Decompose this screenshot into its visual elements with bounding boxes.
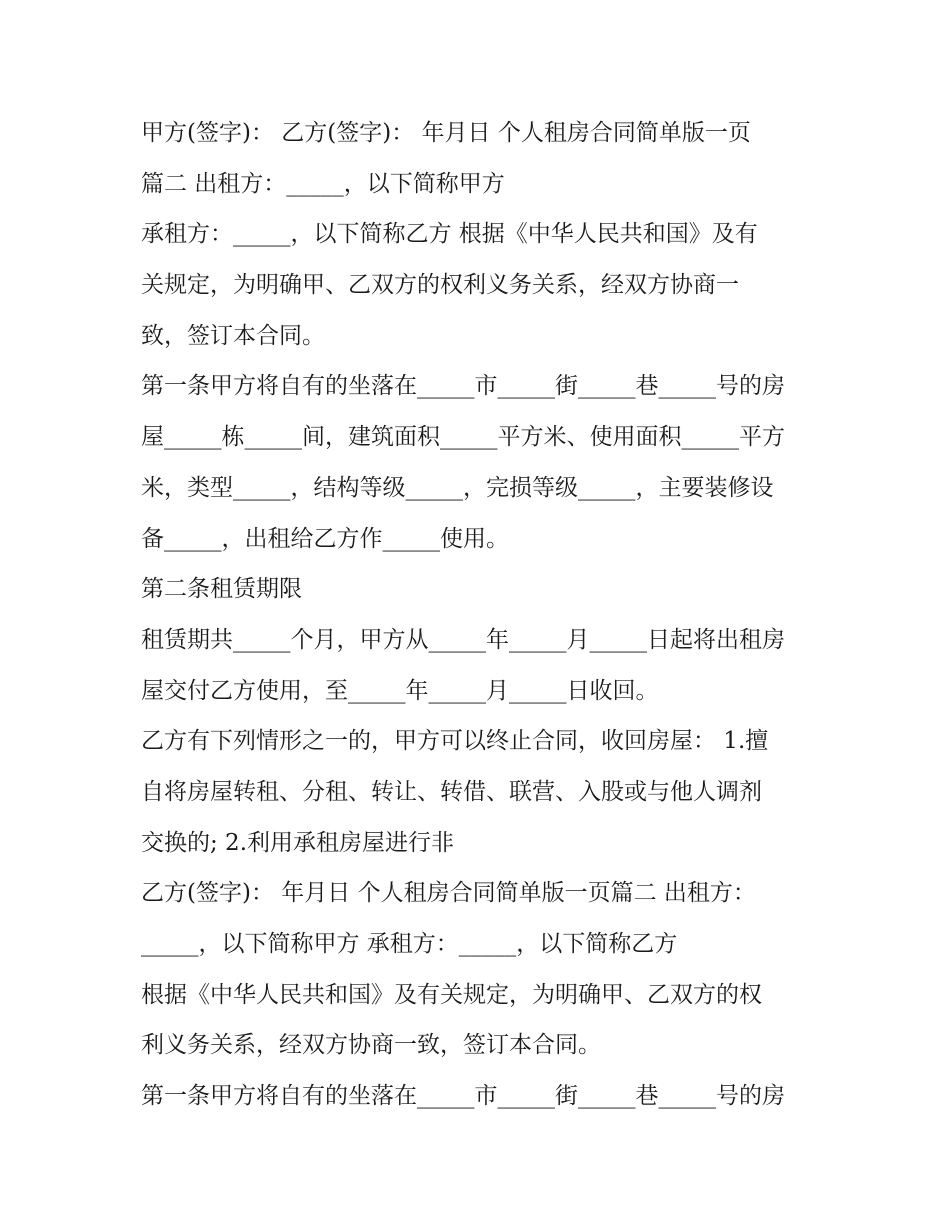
text-line: 第一条甲方将自有的坐落在_____市_____街_____巷_____号的房 [141,1083,785,1110]
text-line: 关规定，为明确甲、乙双方的权利义务关系，经双方协商一 [141,272,739,299]
text-line: 第二条租赁期限 [141,576,302,603]
text-line: 利义务关系，经双方协商一致，签订本合同。 [141,1032,601,1059]
text-line: 屋交付乙方使用，至_____年_____月_____日收回。 [141,677,659,704]
text-line: 乙方有下列情形之一的，甲方可以终止合同，收回房屋： 1.擅 [141,728,769,755]
text-line: 自将房屋转租、分租、转让、转借、联营、入股或与他人调剂 [141,778,762,805]
text-line: 屋_____栋_____间，建筑面积_____平方米、使用面积_____平方 [141,424,785,451]
contract-text [141,108,821,1122]
text-line: 篇二 出租方：_____，以下简称甲方 [141,170,505,197]
text-line: 乙方(签字)： 年月日 个人租房合同简单版一页篇二 出租方： [141,880,756,907]
text-line: 甲方(签字)： 乙方(签字)： 年月日 个人租房合同简单版一页 [141,120,751,146]
text-line: 交换的; 2.利用承租房屋进行非 [141,829,455,856]
text-line: 租赁期共_____个月，甲方从_____年_____月_____日起将出租房 [141,626,785,653]
text-line: 致，签订本合同。 [141,322,325,349]
text-line: 承租方：_____，以下简称乙方 根据《中华人民共和国》及有 [141,221,758,248]
text-line: _____，以下简称甲方 承租方：_____，以下简称乙方 [141,931,678,957]
text-line: 根据《中华人民共和国》及有关规定，为明确甲、乙双方的权 [141,981,762,1008]
text-line: 备_____，出租给乙方作_____使用。 [141,525,509,552]
text-line: 米，类型_____，结构等级_____，完损等级_____，主要装修设 [141,474,774,501]
text-line: 第一条甲方将自有的坐落在_____市_____街_____巷_____号的房 [141,373,785,400]
